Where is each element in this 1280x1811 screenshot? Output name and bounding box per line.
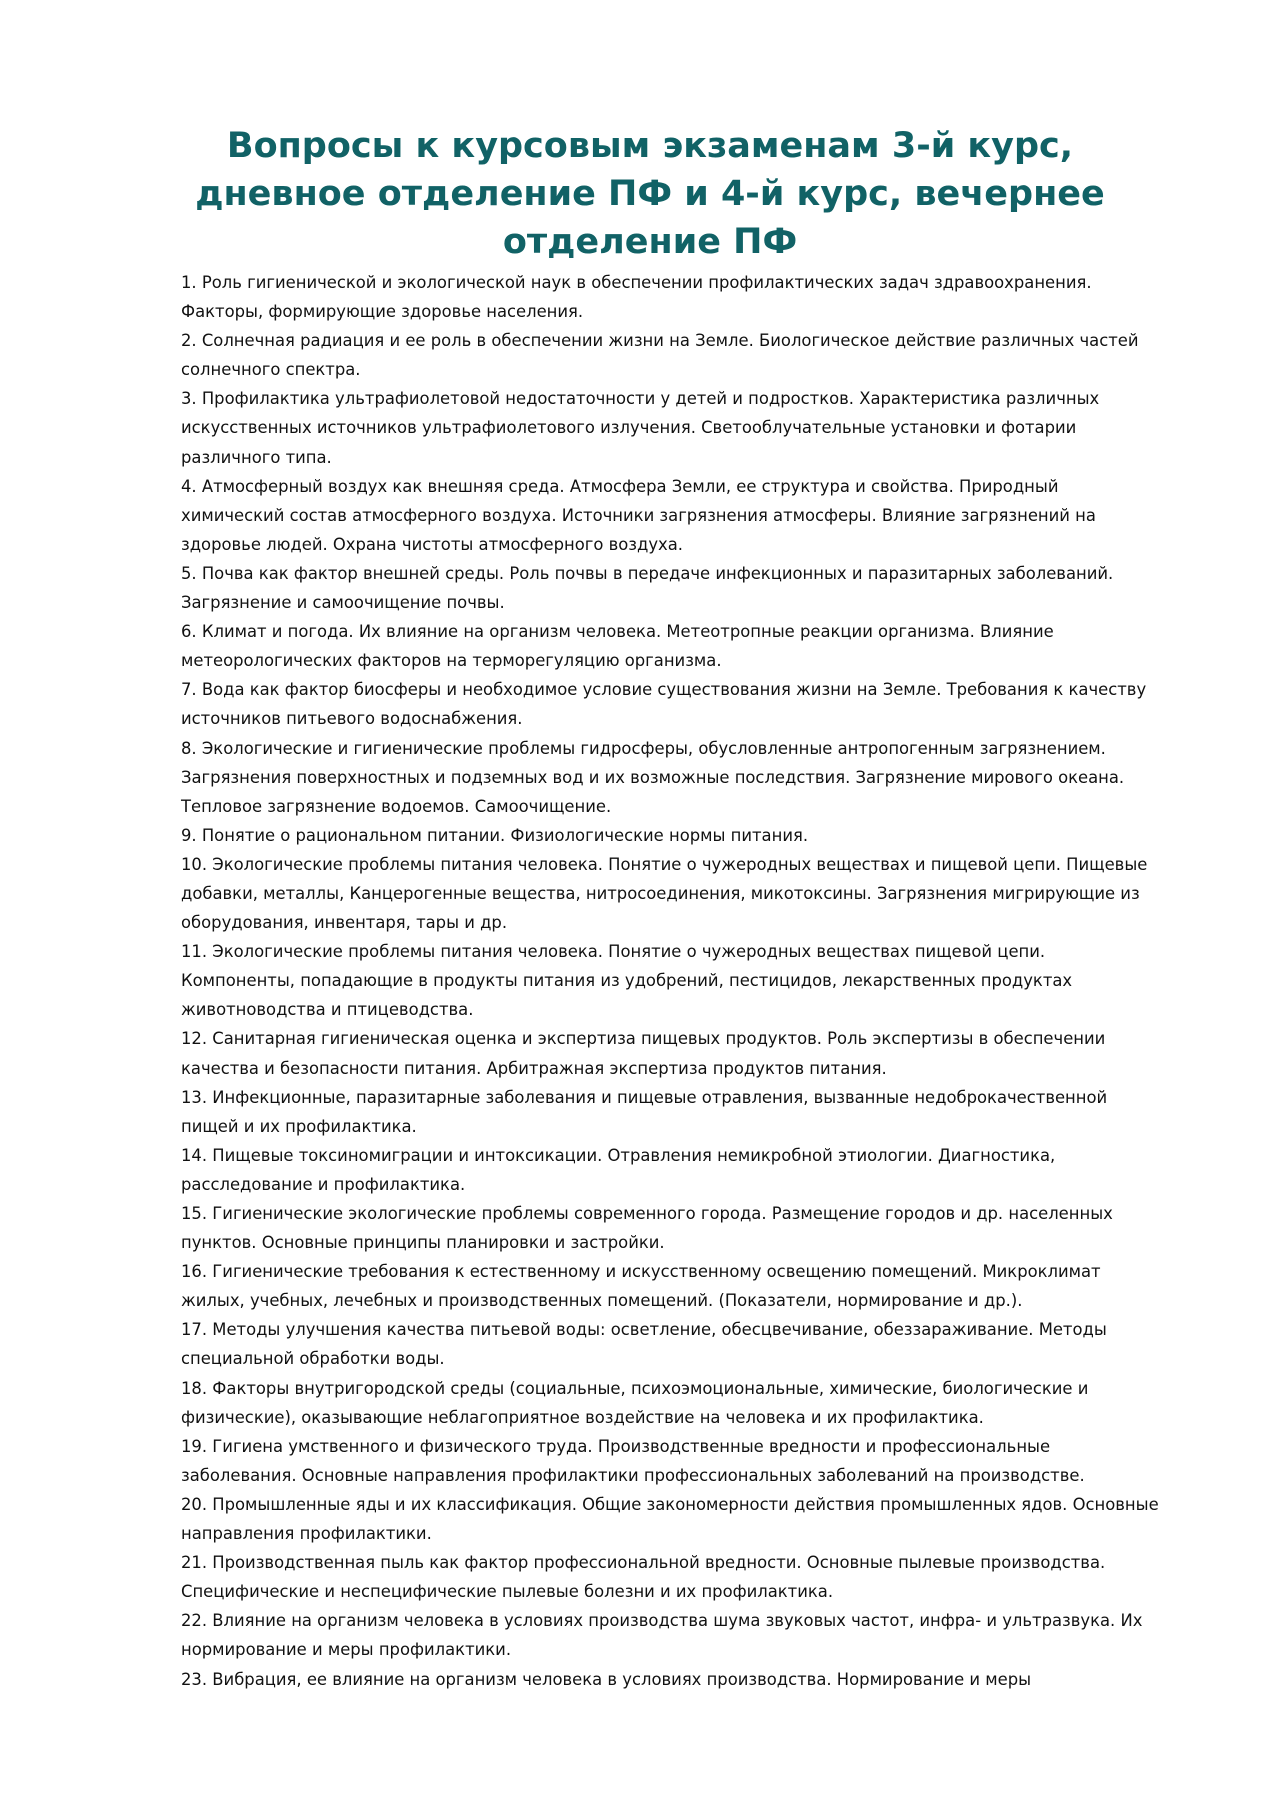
question-text: Влияние на организм человека в условиях производства шума звуковых частот, инфра- и ультразвука. Их xyxy=(212,1611,1143,1631)
question-number: 6. xyxy=(181,622,197,642)
question-text-continued: Загрязнение и самоочищение почвы. xyxy=(181,593,505,613)
question-number: 7. xyxy=(181,680,197,700)
question-text-continued: Компоненты, попадающие в продукты питания из удобрений, пестицидов, лекарственных продуктах xyxy=(181,971,1073,991)
question-item xyxy=(181,937,1201,1024)
question-text: Почва как фактор внешней среды. Роль почвы в передаче инфекционных и паразитарных заболеваний. xyxy=(201,563,1114,583)
question-item xyxy=(181,1665,1201,1694)
question-number: 20. xyxy=(181,1494,208,1514)
question-number: 1. xyxy=(181,273,197,292)
question-number: 23. xyxy=(181,1669,208,1689)
question-text-continued: качества и безопасности питания. Арбитражная экспертиза продуктов питания. xyxy=(181,1058,887,1078)
question-item xyxy=(181,1315,1201,1373)
question-text-continued: оборудования, инвентаря, тары и др. xyxy=(181,913,508,933)
question-item xyxy=(181,1374,1201,1432)
question-item xyxy=(181,559,1201,617)
question-text-continued: расследование и профилактика. xyxy=(181,1174,466,1194)
question-number: 12. xyxy=(181,1029,208,1049)
title-line: Вопросы к курсовым экзаменам 3-й курс, xyxy=(226,126,1074,166)
question-text: Вода как фактор биосферы и необходимое условие существования жизни на Земле. Требования к качеству xyxy=(201,680,1147,700)
question-text: Промышленные яды и их классификация. Общие закономерности действия промышленных ядов. Основные xyxy=(212,1494,1159,1514)
question-text-continued: источников питьевого водоснабжения. xyxy=(181,709,523,729)
question-text: Гигиенические требования к естественному и искусственному освещению помещений. Микроклимат xyxy=(212,1262,1101,1282)
question-number: 4. xyxy=(181,476,197,496)
title-line: отделение ПФ xyxy=(502,222,798,262)
question-text-continued: жилых, учебных, лечебных и производственных помещений. (Показатели, нормирование и др.). xyxy=(181,1291,1023,1311)
question-item xyxy=(181,1548,1201,1606)
question-item xyxy=(181,1199,1201,1257)
question-number: 3. xyxy=(181,389,197,409)
question-item xyxy=(181,675,1201,733)
question-item xyxy=(181,1083,1201,1141)
question-text: Вибрация, ее влияние на организм человека в условиях производства. Нормирование и меры xyxy=(212,1669,1032,1689)
question-text-continued: Загрязнения поверхностных и подземных вод и их возможные последствия. Загрязнение мирового океана. xyxy=(181,767,1125,787)
question-number: 19. xyxy=(181,1436,208,1456)
question-item xyxy=(181,1432,1201,1490)
question-number: 22. xyxy=(181,1611,208,1631)
question-text-continued: искусственных источников ультрафиолетового излучения. Светооблучательные установки и фотарии xyxy=(181,418,1077,438)
question-text: Роль гигиенической и экологической наук в обеспечении профилактических задач здравоохранения. xyxy=(201,273,1092,292)
question-item xyxy=(181,1024,1201,1082)
question-number: 9. xyxy=(181,825,197,845)
question-text: Гигиенические экологические проблемы современного города. Размещение городов и др. населенных xyxy=(212,1204,1113,1223)
questions-list xyxy=(181,268,1201,1694)
question-number: 14. xyxy=(181,1145,208,1165)
question-item xyxy=(181,268,1201,326)
question-text-continued: физические), оказывающие неблагоприятное воздействие на человека и их профилактика. xyxy=(181,1407,984,1427)
question-text: Климат и погода. Их влияние на организм человека. Метеотропные реакции организма. Влияние xyxy=(201,622,1054,642)
question-item xyxy=(181,326,1201,384)
question-text-continued: пунктов. Основные принципы планировки и застройки. xyxy=(181,1233,665,1253)
question-number: 8. xyxy=(181,738,197,758)
question-text: Экологические проблемы питания человека. Понятие о чужеродных веществах и пищевой цепи. Пищевые xyxy=(212,854,1148,874)
question-item xyxy=(181,1490,1201,1548)
question-text: Профилактика ультрафиолетовой недостаточности у детей и подростков. Характеристика различных xyxy=(201,389,1100,409)
question-text-continued: заболевания. Основные направления профилактики профессиональных заболеваний на производстве. xyxy=(181,1465,1085,1485)
question-item xyxy=(181,1141,1201,1199)
question-item xyxy=(181,1606,1201,1664)
question-text-continued: направления профилактики. xyxy=(181,1524,432,1544)
question-text-continued: метеорологических факторов на терморегуляцию организма. xyxy=(181,651,722,671)
question-text: Факторы внутригородской среды (социальные, психоэмоциональные, химические, биологические и xyxy=(212,1378,1089,1398)
question-text: Методы улучшения качества питьевой воды: осветление, обесцвечивание, обеззараживание. Методы xyxy=(212,1320,1107,1340)
question-number: 21. xyxy=(181,1553,208,1573)
question-number: 5. xyxy=(181,563,197,583)
question-item xyxy=(181,821,1201,850)
question-text: Понятие о рациональном питании. Физиологические нормы питания. xyxy=(201,825,809,845)
question-text-continued: химический состав атмосферного воздуха. Источники загрязнения атмосферы. Влияние загрязнений на xyxy=(181,505,1096,525)
question-text: Экологические проблемы питания человека. Понятие о чужеродных веществах пищевой цепи. xyxy=(212,942,1046,962)
question-text: Пищевые токсиномиграции и интоксикации. Отравления немикробной этиологии. Диагностика, xyxy=(212,1145,1056,1165)
question-text-continued: пищей и их профилактика. xyxy=(181,1116,417,1136)
question-number: 16. xyxy=(181,1262,208,1282)
question-number: 15. xyxy=(181,1204,208,1223)
question-text-continued: различного типа. xyxy=(181,447,332,467)
question-text-continued: добавки, металлы, Канцерогенные вещества, нитросоединения, микотоксины. Загрязнения мигрирующие из xyxy=(181,883,1140,903)
question-text: Солнечная радиация и ее роль в обеспечении жизни на Земле. Биологическое действие различных частей xyxy=(201,331,1139,351)
question-text-continued: Специфические и неспецифические пылевые болезни и их профилактика. xyxy=(181,1582,834,1602)
title-line: дневное отделение ПФ и 4-й курс, вечернее xyxy=(195,174,1105,214)
question-number: 11. xyxy=(181,942,208,962)
question-number: 17. xyxy=(181,1320,208,1340)
question-text-continued: Тепловое загрязнение водоемов. Самоочищение. xyxy=(181,796,612,816)
question-text-continued: специальной обработки воды. xyxy=(181,1349,445,1369)
page-title xyxy=(150,122,1150,266)
question-number: 2. xyxy=(181,331,197,351)
question-item xyxy=(181,734,1201,821)
question-text: Экологические и гигиенические проблемы гидросферы, обусловленные антропогенным загрязнением. xyxy=(201,738,1106,758)
question-text: Санитарная гигиеническая оценка и экспертиза пищевых продуктов. Роль экспертизы в обеспечении xyxy=(212,1029,1106,1049)
question-number: 18. xyxy=(181,1378,208,1398)
question-text-continued: животноводства и птицеводства. xyxy=(181,1000,474,1020)
question-text: Атмосферный воздух как внешняя среда. Атмосфера Земли, ее структура и свойства. Природный xyxy=(201,476,1059,496)
question-text-continued: здоровье людей. Охрана чистоты атмосферного воздуха. xyxy=(181,534,684,554)
question-item xyxy=(181,1257,1201,1315)
question-text-continued: Факторы, формирующие здоровье населения. xyxy=(181,302,584,322)
question-item xyxy=(181,472,1201,559)
question-text: Инфекционные, паразитарные заболевания и пищевые отравления, вызванные недоброкачественной xyxy=(212,1087,1108,1107)
question-text-continued: солнечного спектра. xyxy=(181,360,361,380)
question-item xyxy=(181,850,1201,937)
question-text: Производственная пыль как фактор профессиональной вредности. Основные пылевые производства. xyxy=(212,1553,1106,1573)
question-number: 10. xyxy=(181,854,208,874)
question-text: Гигиена умственного и физического труда. Производственные вредности и профессиональные xyxy=(212,1436,1051,1456)
question-number: 13. xyxy=(181,1087,208,1107)
question-item xyxy=(181,617,1201,675)
question-text-continued: нормирование и меры профилактики. xyxy=(181,1640,512,1660)
question-item xyxy=(181,384,1201,471)
